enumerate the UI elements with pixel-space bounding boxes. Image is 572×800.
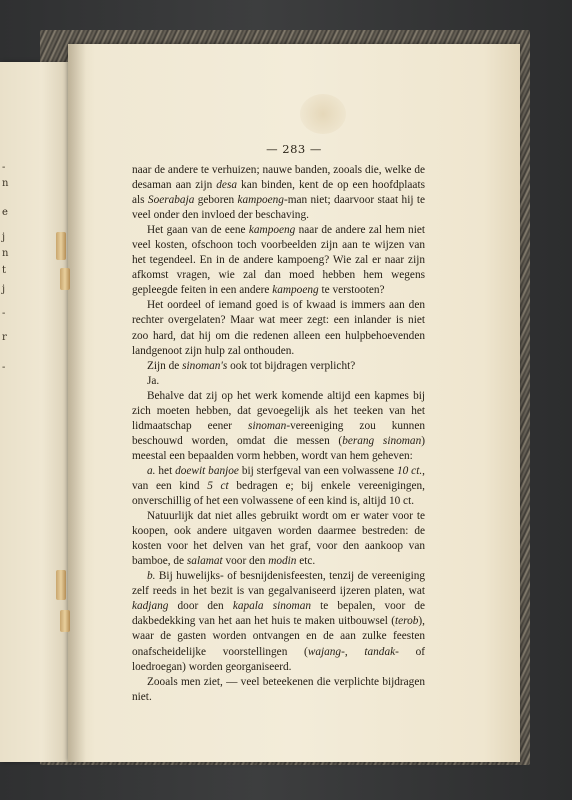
paper-stain	[300, 94, 346, 134]
left-page-fragment: t	[2, 265, 7, 276]
paragraph	[132, 374, 425, 389]
text-run: voor den	[222, 555, 269, 568]
italic-text: b.	[147, 570, 156, 583]
italic-text: kapala sinoman	[232, 600, 311, 613]
text-run: etc.	[296, 555, 316, 568]
text-run: naar de andere te verhuizen; nauwe banden, zooals die, welke de desaman aan zijn	[132, 164, 425, 192]
paragraph	[132, 509, 425, 569]
left-page-fragment: -	[2, 362, 6, 373]
italic-text: kampoeng	[272, 284, 319, 297]
italic-text: kampoeng	[248, 224, 296, 237]
paragraph	[132, 359, 425, 374]
italic-text: Soerabaja	[147, 194, 195, 207]
text-run: -man niet; daarvoor staat hij te veel onder den invloed der beschaving.	[132, 194, 425, 222]
text-run: -vereeniging zou kunnen beschouwd worden, omdat die messen (	[132, 419, 425, 447]
text-run: het	[155, 464, 176, 477]
italic-text: a.	[147, 464, 156, 477]
text-run: te verstooten?	[318, 284, 385, 297]
paragraph	[132, 464, 425, 509]
text-run: Ja.	[147, 374, 160, 387]
text-run: Zooals men ziet, — veel beteekenen die verplichte bijdragen niet.	[132, 675, 425, 703]
page-number: — 283 —	[266, 142, 322, 156]
text-run: of loedroegan) worden georganiseerd.	[132, 645, 425, 673]
italic-text: kadjang	[132, 600, 169, 613]
text-run: Het oordeel of iemand goed is of kwaad is immers aan den rechter overgelaten? Maar wat meer zegt: een inlander is niet zoo hard, dat hij om die redenen alleen een hulpbehoevenden landgenoot zijn hulp zal onthouden.	[132, 299, 425, 357]
paragraph	[132, 298, 425, 358]
italic-text: terob	[394, 615, 419, 628]
binding-clip-top-2	[60, 268, 70, 290]
italic-text: 5 ct	[207, 479, 229, 492]
italic-text: berang sinoman	[342, 434, 422, 447]
binding-clip-bottom	[56, 570, 66, 600]
italic-text: sinoman	[248, 419, 287, 432]
italic-text: kampoeng	[237, 194, 284, 207]
italic-text: modin	[268, 555, 297, 568]
italic-text: sinoman's	[182, 359, 228, 372]
left-page	[0, 62, 70, 762]
binding-clip-bottom-2	[60, 610, 70, 632]
text-run: Bij huwelijks- of besnijdenisfeesten, tenzij de vereeniging zelf reeds in het bezit is van gegalvaniseerd ijzeren platen, wat	[132, 570, 425, 598]
text-run: Natuurlijk dat niet alles gebruikt wordt om er water voor te koopen, ook andere uitgaven worden daarmee bestreden: de kosten voor het delven van het graf, voor den aankoop van bamboe, de	[132, 510, 425, 568]
paragraph	[132, 569, 425, 674]
paragraph	[132, 389, 425, 464]
left-page-fragment: j	[2, 232, 6, 243]
left-page-fragment: n	[2, 178, 9, 189]
italic-text: wajang-	[307, 645, 345, 658]
left-page-fragment: r	[2, 332, 7, 343]
left-page-fragment: -	[2, 308, 6, 319]
left-page-fragment: e	[2, 207, 8, 218]
text-run: geboren	[194, 194, 238, 207]
text-run: ook tot bijdragen verplicht?	[227, 359, 356, 372]
body-text	[132, 163, 425, 705]
text-run: te bepalen, voor de dakbedekking van het aan het huis te maken uitbouwsel (	[132, 600, 425, 628]
right-page	[68, 44, 520, 762]
text-run: ) meestal een bepaalden vorm hebben, wordt van hem geheven:	[132, 434, 425, 462]
paragraph	[132, 163, 425, 223]
left-page-fragment: -	[2, 162, 6, 173]
text-run: bij sterfgeval van een volwassene	[238, 464, 397, 477]
left-page-fragment: n	[2, 248, 9, 259]
italic-text: salamat	[186, 555, 223, 568]
left-page-fragment: j	[2, 284, 6, 295]
text-run: naar de andere zal hem niet veel kosten, ofschoon toch voorbeelden zijn aan te wijzen van het tegendeel. En in de andere kampoeng? Wie zal er naar zijn afkomst vragen, wie zal dan moed hebben hem wegens gepleegde feiten in een andere	[132, 224, 425, 297]
paragraph	[132, 223, 425, 298]
text-run: ), waar de gasten worden ontvangen en de aan zulke feesten onafscheidelijke voorstellingen (	[132, 615, 425, 658]
italic-text: 10 ct.	[396, 464, 423, 477]
text-run: Zijn de	[147, 359, 183, 372]
text-run: , van een kind	[132, 464, 425, 492]
binding-clip-top	[56, 232, 66, 260]
text-run: Behalve dat zij op het werk komende altijd een kapmes bij zich moeten hebben, dat gevoegelijk als het teeken van het lidmaatschap eener	[132, 389, 425, 432]
text-run: Het gaan van de eene	[147, 224, 249, 237]
paragraph	[132, 675, 425, 705]
text-run: bedragen e; bij enkele vereenigingen, onverschillig of het een volwassene of een kind is, altijd 10 ct.	[132, 479, 425, 508]
text-run: door den	[168, 600, 233, 613]
text-run: ,	[344, 645, 365, 658]
italic-text: doewit banjoe	[175, 464, 239, 477]
italic-text: tandak-	[364, 645, 399, 658]
italic-text: desa	[216, 179, 237, 192]
text-run: kan binden, kent de op een hoofdplaats als	[132, 179, 425, 207]
